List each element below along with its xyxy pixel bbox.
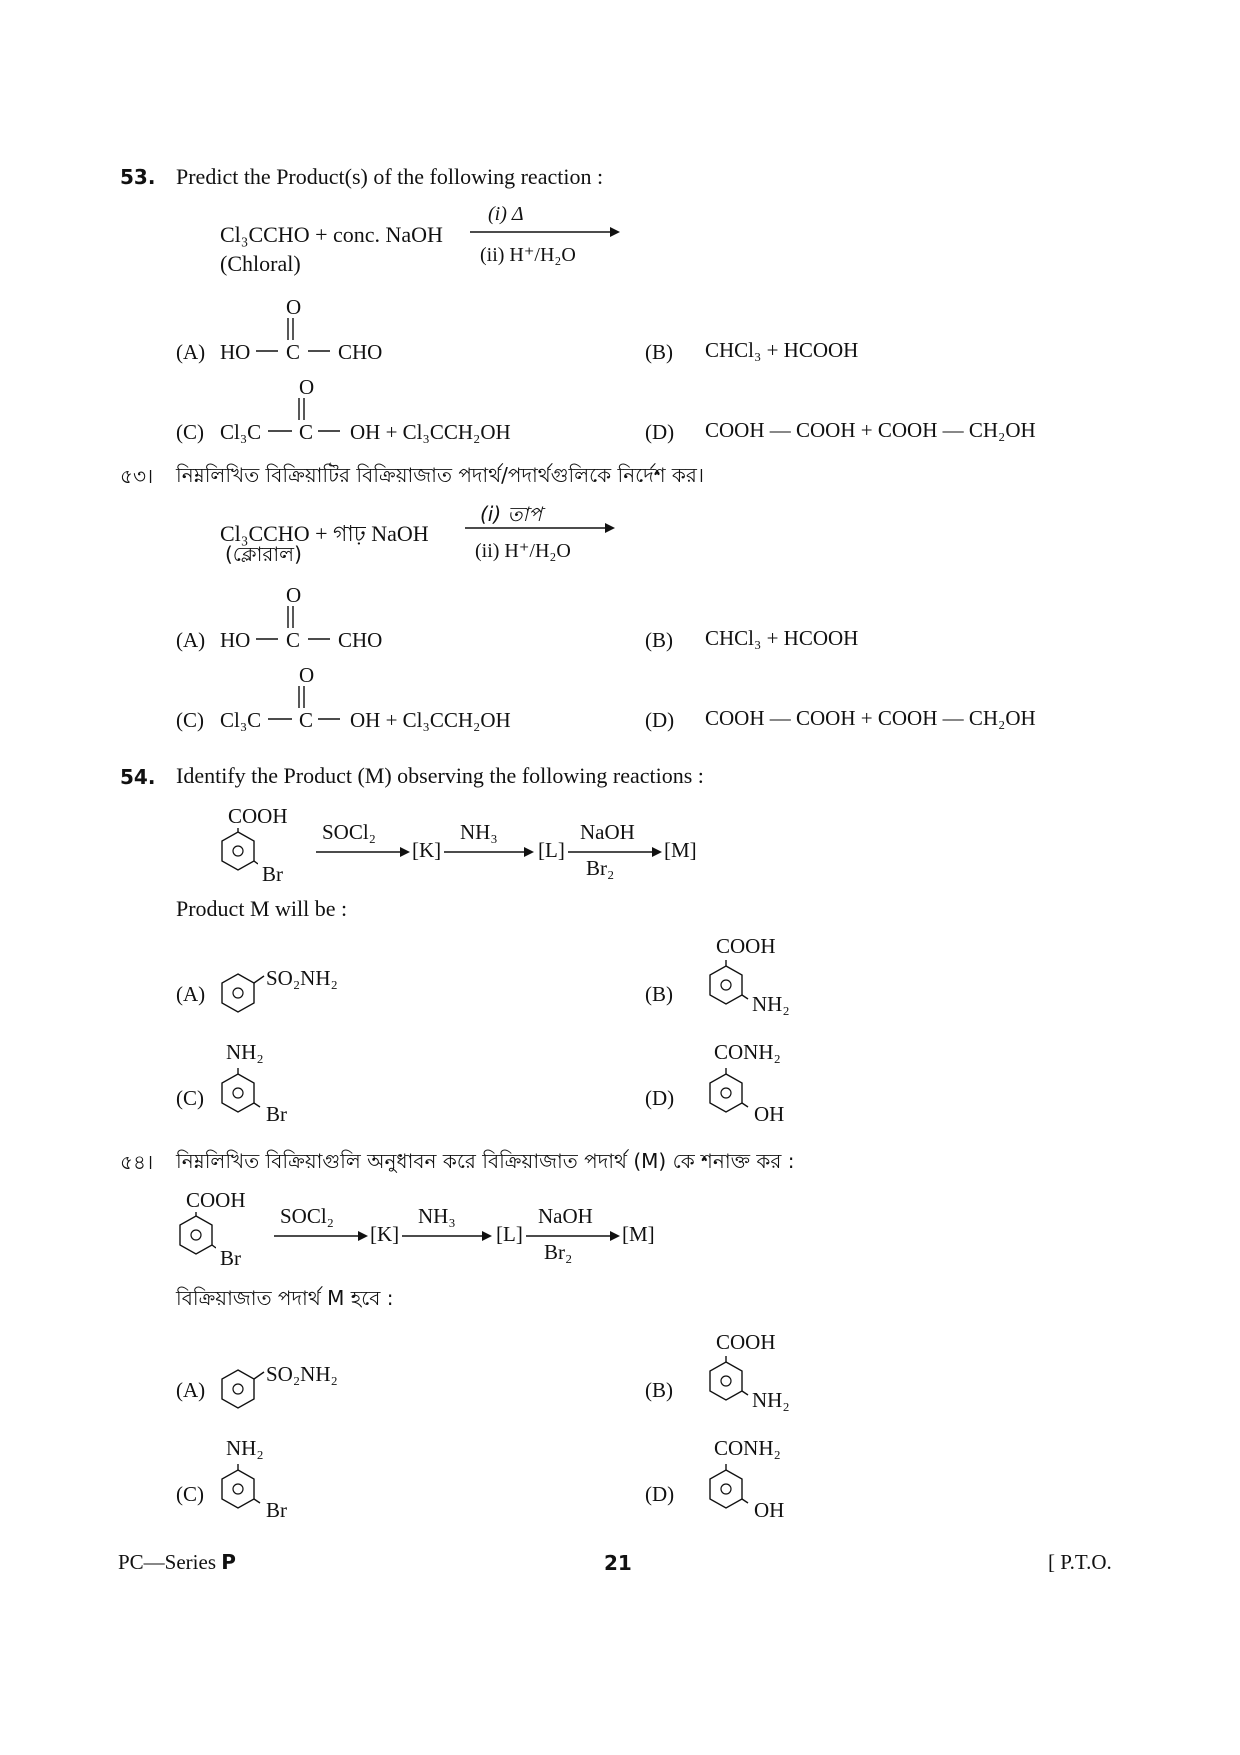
option-b-label-bn: (B) [645,1378,673,1402]
reaction-condition-top: (i) Δ [488,203,524,225]
intermediate-l-bn: [L] [496,1222,523,1246]
series-prefix: PC—Series [118,1550,217,1574]
reaction-condition-bottom-bn: (ii) H⁺/H₂O [475,540,571,562]
product-m: [M] [664,838,697,862]
option-b-top-group-bn: COOH [716,1330,776,1354]
question-text-bn: নিম্নলিখিত বিক্রিয়াটির বিক্রিয়াজাত পদার্থ/পদার্থগুলিকে নির্দেশ কর। [176,463,705,487]
option-a-left-group-bn: HO [220,628,251,652]
option-a-group: SO₂NH₂ [266,966,338,990]
question-number-bn: ৫৩। [120,464,154,488]
series-letter: P [221,1550,236,1574]
benzene-ring-icon [706,960,750,1006]
option-b-sub-group: NH₂ [752,992,790,1016]
question-number: 54. [120,765,156,789]
reaction-condition-bottom: (ii) H⁺/H₂O [480,244,576,266]
option-b-label-bn: (B) [645,628,673,652]
benzene-ring-icon [218,1464,262,1510]
benzene-ring-icon [176,1212,216,1258]
product-line: Product M will be : [176,896,348,921]
option-b-top-group: COOH [716,934,776,958]
reagent-1-bn: SOCl₂ [280,1204,335,1228]
reaction-arrow [568,844,662,860]
benzene-ring-icon [706,1068,750,1114]
question-number-bn: ৫৪। [120,1150,154,1174]
reagent-3-bottom: Br₂ [586,856,615,880]
option-d-sub-group-bn: OH [754,1498,785,1522]
reagent-3-bottom-bn: Br₂ [544,1240,573,1264]
product-line-bn: বিক্রিয়াজাত পদার্থ M হবে : [176,1286,394,1310]
intermediate-k-bn: [K] [370,1222,400,1246]
option-c-label-bn: (C) [176,708,204,732]
reactant-name-bn: (ক্লোরাল) [225,542,302,566]
pto-label: [ P.T.O. [1048,1550,1112,1574]
option-d-text: COOH — COOH + COOH — CH₂OH [705,418,1036,442]
reaction-arrow [402,1228,492,1244]
reaction-reactants: Cl₃CCHO + conc. NaOH [220,222,443,247]
option-c-sub-group: Br [266,1102,287,1126]
page-number: 21 [604,1551,632,1575]
benzene-ring-icon [706,1464,750,1510]
reagent-3-top: NaOH [580,820,635,844]
question-text: Predict the Product(s) of the following reaction : [176,164,604,189]
benzene-ring-icon [218,1068,262,1114]
option-d-text-bn: COOH — COOH + COOH — CH₂OH [705,706,1036,730]
reaction-arrow [470,224,620,240]
option-c-top-group-bn: NH₂ [226,1436,264,1460]
option-c-left-group: Cl₃C [220,420,262,444]
option-a-structure: HO O C CHO [220,295,383,364]
option-a-structure-bn: HO O C CHO [220,583,383,652]
option-b-label: (B) [645,982,673,1006]
reaction-reactants-bn: Cl₃CCHO + গাঢ় NaOH [220,521,429,546]
question-text: Identify the Product (M) observing the following reactions : [176,763,704,788]
option-c-label-bn: (C) [176,1482,204,1506]
reaction-arrow-bn [465,520,615,536]
option-d-top-group-bn: CONH₂ [714,1436,781,1460]
option-d-label-bn: (D) [645,1482,675,1506]
option-b-sub-group-bn: NH₂ [752,1388,790,1412]
reaction-arrow [526,1228,620,1244]
option-a-right-group: CHO [338,340,383,364]
option-a-label-bn: (A) [176,1378,206,1402]
reagent-1: SOCl₂ [322,820,377,844]
reagent-2: NH₃ [460,820,498,844]
benzene-ring-icon [218,828,258,874]
option-c-structure: Cl₃C O C OH + Cl₃CCH₂OH [220,375,511,444]
option-b-label: (B) [645,340,673,364]
start-sub-group-bn: Br [220,1246,241,1270]
reaction-arrow [274,1228,368,1244]
option-a-label: (A) [176,340,206,364]
option-a-right-group-bn: CHO [338,628,383,652]
option-c-right-group: OH + Cl₃CCH₂OH [350,420,511,444]
benzene-ring-icon [706,1356,750,1402]
benzene-ring-icon [218,970,268,1016]
start-top-group-bn: COOH [186,1188,246,1212]
option-d-label: (D) [645,1086,675,1110]
option-c-label: (C) [176,1086,204,1110]
reagent-2-bn: NH₃ [418,1204,456,1228]
option-c-structure-bn: Cl₃C O C OH + Cl₃CCH₂OH [220,663,511,732]
option-c-right-group-bn: OH + Cl₃CCH₂OH [350,708,511,732]
series-label [118,1550,236,1575]
option-c-label: (C) [176,420,204,444]
option-c-sub-group-bn: Br [266,1498,287,1522]
option-c-top-group: NH₂ [226,1040,264,1064]
reagent-3-top-bn: NaOH [538,1204,593,1228]
option-d-top-group: CONH₂ [714,1040,781,1064]
benzene-ring-icon [218,1366,268,1412]
product-m-bn: [M] [622,1222,655,1246]
reaction-arrow [316,844,410,860]
intermediate-k: [K] [412,838,442,862]
option-d-label-bn: (D) [645,708,675,732]
start-top-group: COOH [228,804,288,828]
question-text-bn: নিম্নলিখিত বিক্রিয়াগুলি অনুধাবন করে বিক্রিয়াজাত পদার্থ (M) কে শনাক্ত কর : [176,1149,795,1173]
option-a-label: (A) [176,982,206,1006]
option-a-label-bn: (A) [176,628,206,652]
reaction-condition-top-bn: (i) তাপ [480,502,542,526]
start-sub-group: Br [262,862,283,886]
intermediate-l: [L] [538,838,565,862]
option-d-sub-group: OH [754,1102,785,1126]
option-d-label: (D) [645,420,675,444]
reactant-name: (Chloral) [220,251,301,276]
option-b-text-bn: CHCl₃ + HCOOH [705,626,859,650]
reaction-arrow [444,844,534,860]
option-a-group-bn: SO₂NH₂ [266,1362,338,1386]
option-c-left-group-bn: Cl₃C [220,708,262,732]
option-a-left-group: HO [220,340,251,364]
option-b-text: CHCl₃ + HCOOH [705,338,859,362]
question-number: 53. [120,165,156,189]
